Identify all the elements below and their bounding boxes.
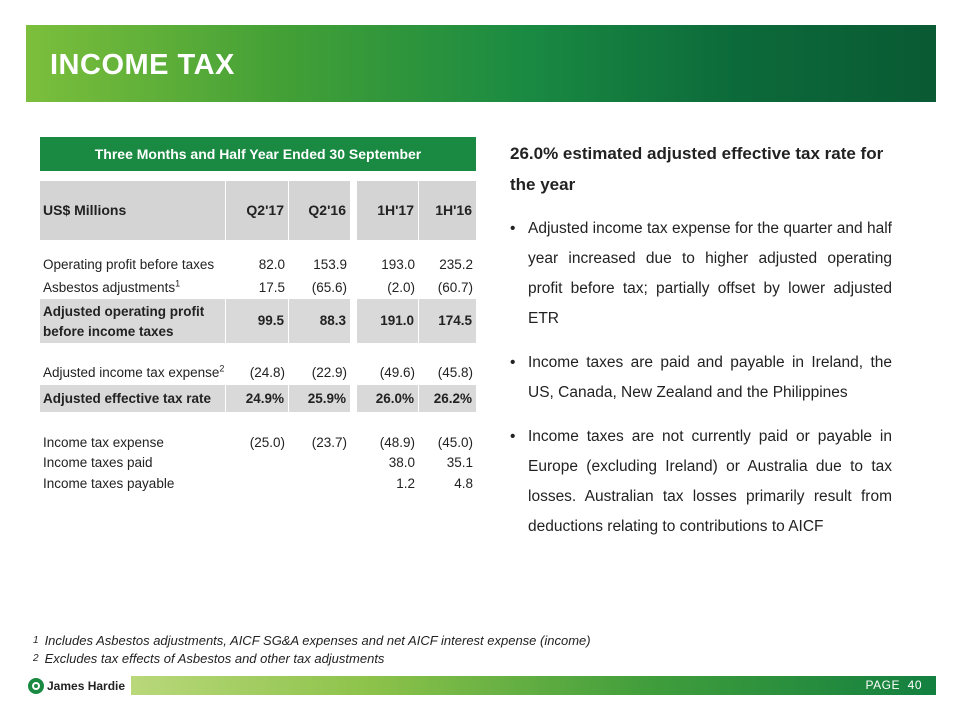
- page-number: PAGE 40: [865, 678, 922, 692]
- cell: 25.9%: [289, 385, 351, 412]
- income-tax-table: [40, 137, 477, 493]
- table-row-highlight: [40, 299, 477, 343]
- cell: 235.2: [439, 257, 473, 272]
- table-row: [40, 452, 477, 473]
- table-caption: Three Months and Half Year Ended 30 September: [40, 137, 477, 171]
- table-row-highlight: [40, 385, 477, 412]
- cell: 38.0: [388, 455, 415, 470]
- column-header: 1H'16: [419, 181, 477, 240]
- table-row: [40, 359, 477, 385]
- column-header: Q2'17: [226, 181, 289, 240]
- cell: 82.0: [258, 257, 285, 272]
- bullet-item: • Income taxes are paid and payable in Ireland, the US, Canada, New Zealand and the Philippines: [510, 348, 892, 408]
- column-header: US$ Millions: [40, 181, 226, 240]
- commentary-bullets: [510, 214, 892, 542]
- cell: (60.7): [437, 280, 473, 295]
- row-label: Adjusted effective tax rate: [40, 385, 226, 412]
- cell: 191.0: [357, 299, 419, 343]
- cell: (45.8): [437, 364, 473, 380]
- company-logo: [28, 676, 126, 696]
- cell: 174.5: [419, 299, 477, 343]
- cell: (65.6): [311, 280, 347, 295]
- row-label: Income taxes payable: [43, 475, 175, 491]
- cell: (45.0): [437, 434, 473, 450]
- title-banner: [26, 25, 936, 102]
- cell: 193.0: [381, 257, 415, 272]
- table-row: [40, 253, 477, 276]
- logo-text: James Hardie: [47, 679, 126, 693]
- cell: (22.9): [311, 364, 347, 380]
- table-row: [40, 473, 477, 493]
- cell: 26.2%: [419, 385, 477, 412]
- row-label: Income tax expense: [43, 434, 164, 450]
- row-label: Adjusted income tax expense$^2$: [43, 363, 225, 380]
- cell: 24.9%: [226, 385, 289, 412]
- footnote-marker: 2: [219, 363, 225, 373]
- commentary-panel: [510, 138, 892, 556]
- cell: (49.6): [379, 364, 415, 380]
- cell: 17.5: [258, 280, 285, 295]
- row-label: Asbestos adjustments$^1$: [43, 278, 181, 295]
- footnote-marker: 1: [175, 278, 181, 289]
- cell: 35.1: [446, 455, 473, 470]
- column-header: Q2'16: [289, 181, 351, 240]
- row-label: Operating profit before taxes: [43, 257, 215, 272]
- bullet-item: • Adjusted income tax expense for the quarter and half year increased due to higher adjusted operating profit before tax; partially offset by lower adjusted ETR: [510, 214, 892, 334]
- cell: 26.0%: [357, 385, 419, 412]
- row-label: Adjusted operating profit before income taxes: [40, 299, 226, 343]
- cell: 153.9: [313, 257, 347, 272]
- cell: (24.8): [249, 364, 285, 380]
- cell: (48.9): [379, 434, 415, 450]
- row-label: Income taxes paid: [43, 455, 153, 470]
- logo-mark-icon: [28, 678, 44, 694]
- footnotes: [33, 632, 591, 668]
- bullet-item: • Income taxes are not currently paid or payable in Europe (excluding Ireland) or Australia due to tax losses. Australian tax losses primarily result from deductions relating to contributions to AICF: [510, 422, 892, 542]
- table-row: [40, 432, 477, 452]
- footnote: $^2$ Excludes tax effects of Asbestos and other tax adjustments: [33, 651, 385, 666]
- footnote: $^1$ Includes Asbestos adjustments, AICF SG&A expenses and net AICF interest expense (income): [33, 633, 591, 648]
- cell: 88.3: [289, 299, 351, 343]
- page-title: INCOME TAX: [50, 49, 235, 81]
- cell: (23.7): [311, 434, 347, 450]
- cell: 99.5: [226, 299, 289, 343]
- footer-band: [131, 676, 936, 695]
- cell: 4.8: [454, 475, 473, 491]
- cell: (2.0): [387, 280, 415, 295]
- table-header-row: [40, 181, 477, 240]
- cell: (25.0): [249, 434, 285, 450]
- column-header: 1H'17: [357, 181, 419, 240]
- commentary-headline: 26.0% estimated adjusted effective tax rate for the year: [510, 144, 884, 194]
- cell: 1.2: [396, 475, 415, 491]
- table-row: [40, 276, 477, 299]
